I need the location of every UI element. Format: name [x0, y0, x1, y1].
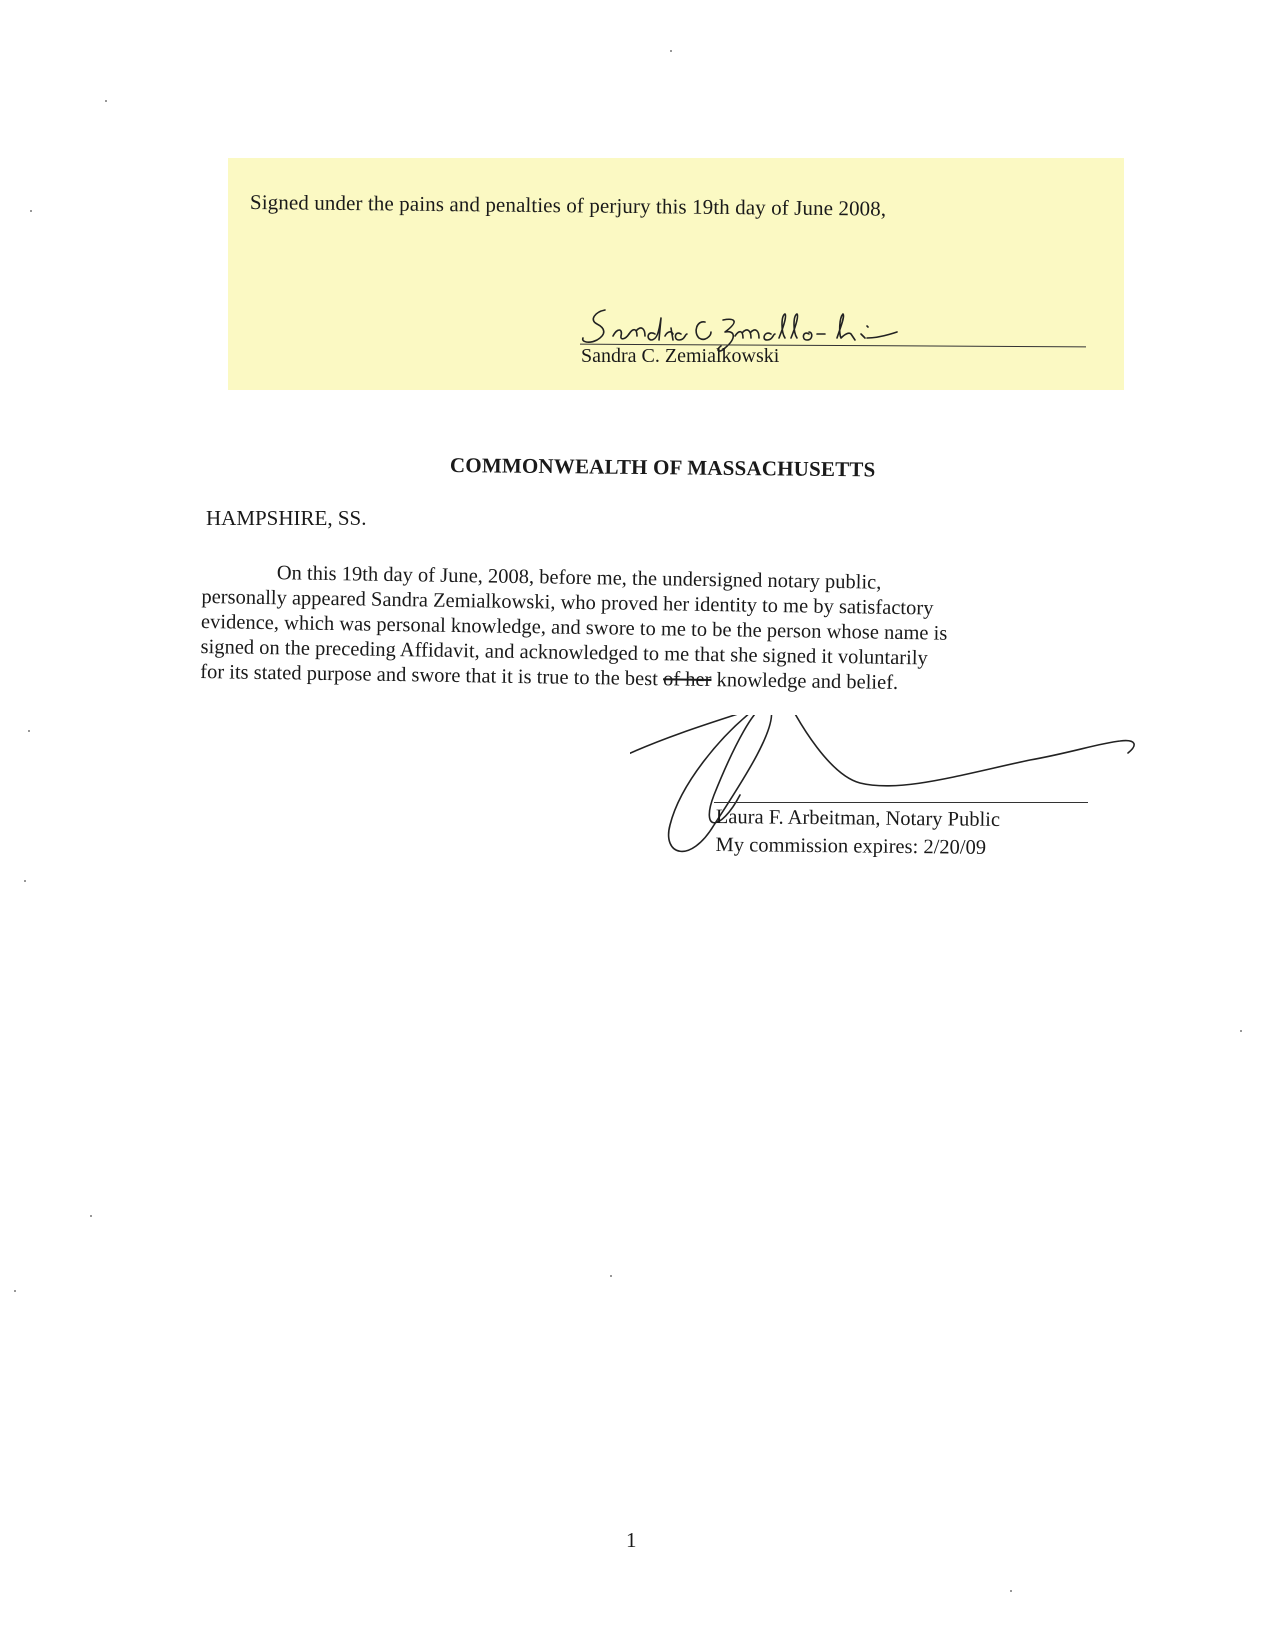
struck-out-text: of her [662, 668, 712, 692]
scan-speck [14, 1290, 16, 1292]
scan-speck [30, 210, 32, 212]
scan-speck [24, 880, 26, 882]
notary-name: Laura F. Arbeitman, Notary Public [715, 805, 1001, 831]
acknowledgment-line-4: signed on the preceding Affidavit, and acknowledged to me that she signed it voluntarily [200, 635, 928, 670]
acknowledgment-line-5-start: for its stated purpose and swore that it is true to the best [200, 660, 664, 691]
county-venue: HAMPSHIRE, SS. [206, 506, 367, 530]
acknowledgment-line-3: evidence, which was personal knowledge, and swore to me to be the person whose name is [200, 610, 948, 645]
page-number: 1 [626, 1528, 637, 1552]
perjury-statement: Signed under the pains and penalties of perjury this 19th day of June 2008, [249, 190, 887, 221]
scan-speck [1240, 1030, 1242, 1032]
scan-speck [105, 100, 107, 102]
scan-speck [90, 1215, 92, 1217]
notary-block [715, 803, 1000, 862]
affiant-printed-name: Sandra C. Zemialkowski [581, 345, 780, 367]
acknowledgment-line-2: personally appeared Sandra Zemialkowski, who proved her identity to me by satisfactory [201, 585, 934, 620]
scan-speck [1010, 1590, 1012, 1592]
commission-expiration: My commission expires: 2/20/09 [715, 833, 987, 859]
scan-speck [670, 50, 672, 52]
scan-speck [610, 1275, 612, 1277]
acknowledgment-line-1: On this 19th day of June, 2008, before me, the undersigned notary public, [276, 562, 882, 594]
acknowledgment-line-5-end: knowledge and belief. [711, 669, 899, 694]
commonwealth-heading: COMMONWEALTH OF MASSACHUSETTS [449, 453, 876, 482]
scan-speck [28, 730, 30, 732]
notary-acknowledgment-paragraph [200, 560, 1112, 699]
